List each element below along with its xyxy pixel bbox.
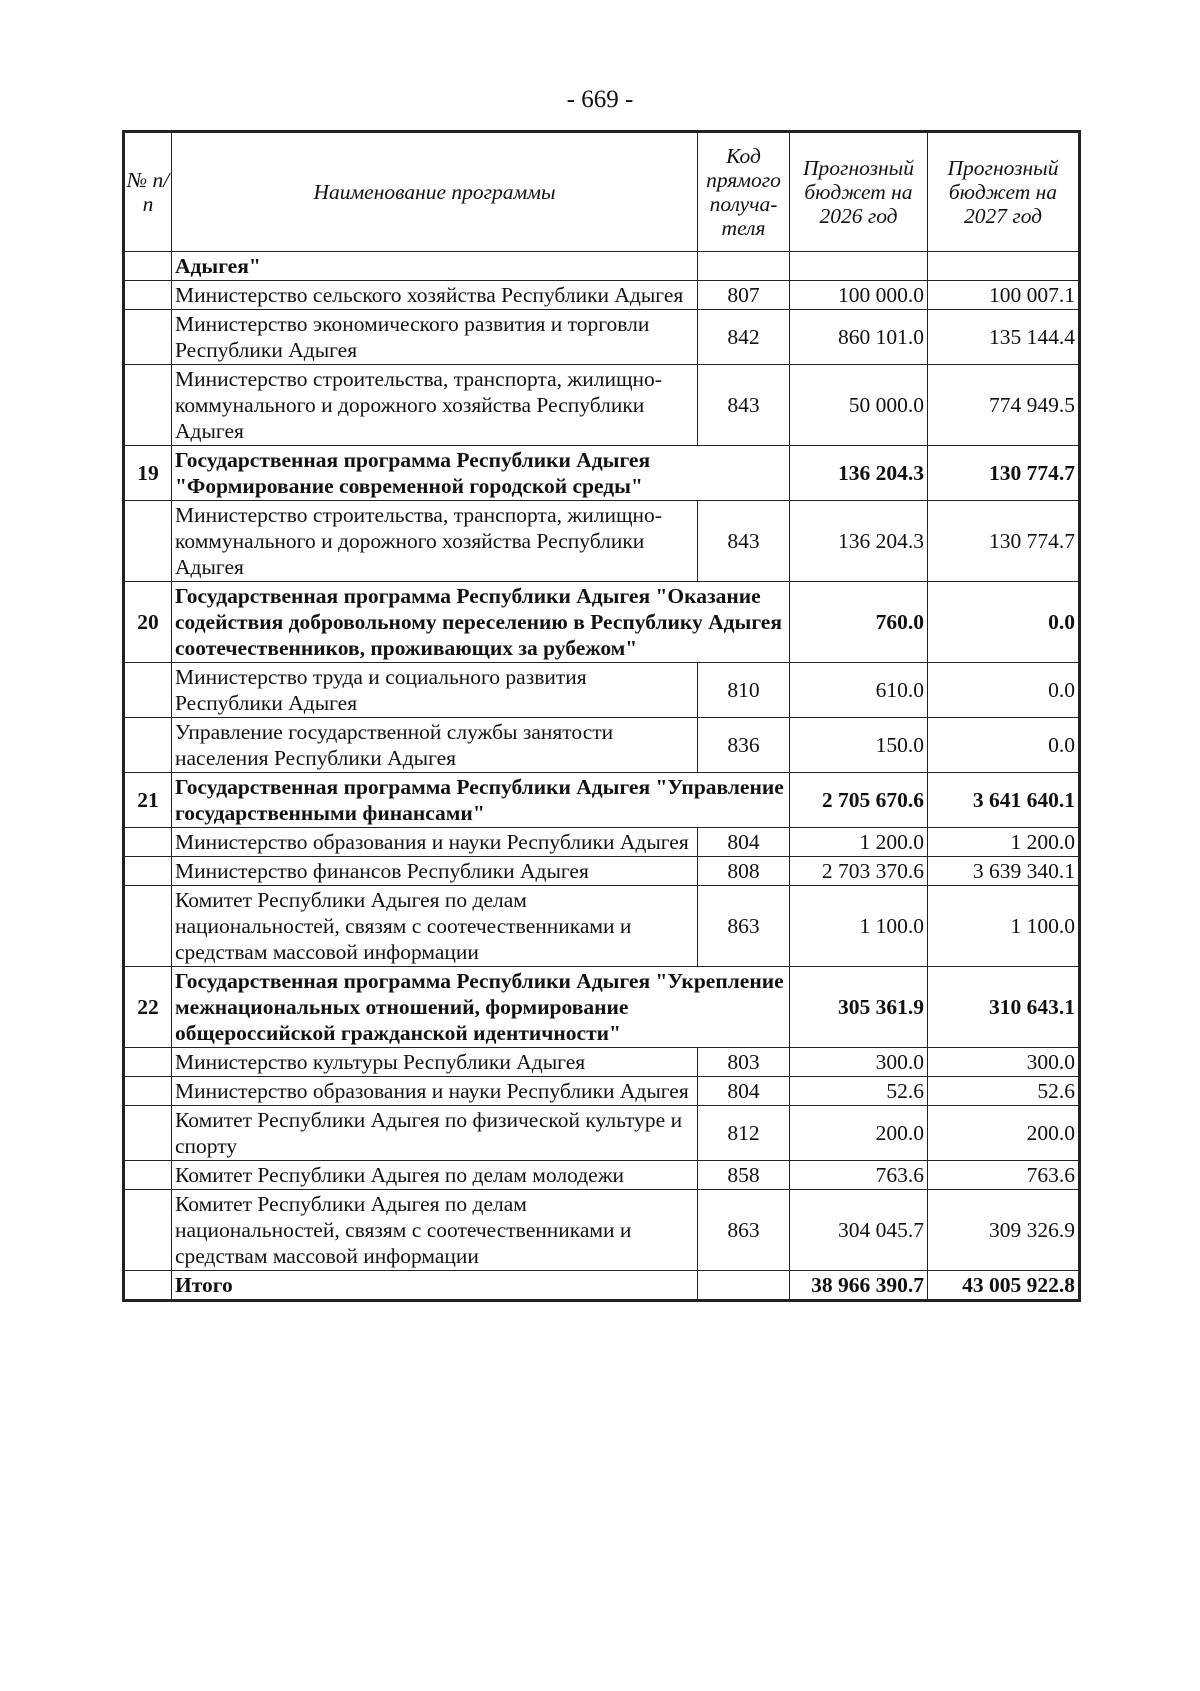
program-num: 22 (124, 967, 172, 1048)
table-row (124, 310, 1080, 365)
program-num: 20 (124, 582, 172, 663)
row-name: Министерство культуры Республики Адыгея (172, 1048, 698, 1077)
row-name: Комитет Республики Адыгея по делам молодежи (172, 1161, 698, 1190)
program-budget-2027: 130 774.7 (928, 446, 1080, 501)
row-budget-2027: 3 639 340.1 (928, 857, 1080, 886)
row-num (124, 1077, 172, 1106)
table-row (124, 663, 1080, 718)
total-budget-2027: 43 005 922.8 (928, 1271, 1080, 1301)
row-name: Комитет Республики Адыгея по делам национальностей, связям с соотечественниками и средствам массовой информации (172, 1190, 698, 1271)
table-row (124, 281, 1080, 310)
table-row (124, 365, 1080, 446)
table-row (124, 857, 1080, 886)
row-budget-2026: 1 200.0 (790, 828, 928, 857)
table-row (124, 886, 1080, 967)
table-row (124, 1106, 1080, 1161)
row-num (124, 310, 172, 365)
row-name-text: Адыгея" (175, 254, 261, 278)
program-num: 19 (124, 446, 172, 501)
total-num (124, 1271, 172, 1301)
table-row (124, 828, 1080, 857)
program-row (124, 967, 1080, 1048)
table-body (124, 252, 1080, 1301)
row-code: 836 (698, 718, 790, 773)
row-budget-2027: 309 326.9 (928, 1190, 1080, 1271)
row-budget-2027: 100 007.1 (928, 281, 1080, 310)
row-code (698, 252, 790, 281)
program-num: 21 (124, 773, 172, 828)
row-budget-2026: 200.0 (790, 1106, 928, 1161)
row-code: 858 (698, 1161, 790, 1190)
row-name: Управление государственной службы занятости населения Республики Адыгея (172, 718, 698, 773)
row-num (124, 252, 172, 281)
row-name: Министерство сельского хозяйства Республики Адыгея (172, 281, 698, 310)
row-code: 804 (698, 1077, 790, 1106)
row-budget-2026: 100 000.0 (790, 281, 928, 310)
row-budget-2026: 136 204.3 (790, 501, 928, 582)
program-row (124, 773, 1080, 828)
row-budget-2026: 610.0 (790, 663, 928, 718)
program-name: Государственная программа Республики Адыгея "Управление государственными финансами" (172, 773, 790, 828)
row-num (124, 857, 172, 886)
header-budget-2027: Прогнозный бюджет на 2027 год (928, 132, 1080, 252)
table-row (124, 718, 1080, 773)
row-num (124, 828, 172, 857)
row-budget-2026: 52.6 (790, 1077, 928, 1106)
program-budget-2027: 310 643.1 (928, 967, 1080, 1048)
total-code (698, 1271, 790, 1301)
row-code: 863 (698, 1190, 790, 1271)
row-code: 843 (698, 501, 790, 582)
row-budget-2027: 300.0 (928, 1048, 1080, 1077)
row-code: 812 (698, 1106, 790, 1161)
table-row (124, 252, 1080, 281)
program-name: Государственная программа Республики Адыгея "Укрепление межнациональных отношений, формирование общероссийской гражданской идентичности" (172, 967, 790, 1048)
row-num (124, 501, 172, 582)
row-name: Комитет Республики Адыгея по делам национальностей, связям с соотечественниками и средствам массовой информации (172, 886, 698, 967)
program-row (124, 582, 1080, 663)
table-row (124, 1077, 1080, 1106)
table-header-row (124, 132, 1080, 252)
row-num (124, 1190, 172, 1271)
table-row (124, 501, 1080, 582)
program-name: Государственная программа Республики Адыгея "Оказание содействия добровольному переселению в Республику Адыгея соотечественников, проживающих за рубежом" (172, 582, 790, 663)
program-budget-2027: 0.0 (928, 582, 1080, 663)
row-code: 843 (698, 365, 790, 446)
row-name: Министерство образования и науки Республики Адыгея (172, 828, 698, 857)
row-budget-2026: 2 703 370.6 (790, 857, 928, 886)
row-budget-2027: 130 774.7 (928, 501, 1080, 582)
row-budget-2026 (790, 252, 928, 281)
row-name: Комитет Республики Адыгея по физической культуре и спорту (172, 1106, 698, 1161)
row-code: 810 (698, 663, 790, 718)
row-num (124, 1106, 172, 1161)
row-num (124, 1161, 172, 1190)
budget-table (122, 130, 1081, 1302)
header-code: Код прямого получа-теля (698, 132, 790, 252)
row-code: 807 (698, 281, 790, 310)
program-name: Государственная программа Республики Адыгея "Формирование современной городской среды" (172, 446, 790, 501)
row-budget-2026: 300.0 (790, 1048, 928, 1077)
row-budget-2026: 150.0 (790, 718, 928, 773)
row-num (124, 281, 172, 310)
row-budget-2026: 304 045.7 (790, 1190, 928, 1271)
program-budget-2026: 136 204.3 (790, 446, 928, 501)
row-num (124, 663, 172, 718)
program-budget-2027: 3 641 640.1 (928, 773, 1080, 828)
total-budget-2026: 38 966 390.7 (790, 1271, 928, 1301)
program-budget-2026: 760.0 (790, 582, 928, 663)
row-name: Министерство строительства, транспорта, жилищно-коммунального и дорожного хозяйства Республики Адыгея (172, 501, 698, 582)
row-budget-2027: 200.0 (928, 1106, 1080, 1161)
row-budget-2027: 1 100.0 (928, 886, 1080, 967)
row-budget-2027: 52.6 (928, 1077, 1080, 1106)
row-budget-2027: 0.0 (928, 718, 1080, 773)
row-budget-2027: 135 144.4 (928, 310, 1080, 365)
row-budget-2026: 763.6 (790, 1161, 928, 1190)
row-budget-2026: 50 000.0 (790, 365, 928, 446)
row-name: Министерство труда и социального развития Республики Адыгея (172, 663, 698, 718)
row-code: 804 (698, 828, 790, 857)
program-budget-2026: 2 705 670.6 (790, 773, 928, 828)
table-row (124, 1190, 1080, 1271)
row-name (172, 252, 698, 281)
row-code: 808 (698, 857, 790, 886)
row-budget-2027: 1 200.0 (928, 828, 1080, 857)
row-code: 803 (698, 1048, 790, 1077)
table-row (124, 1048, 1080, 1077)
total-label: Итого (172, 1271, 698, 1301)
header-name: Наименование программы (172, 132, 698, 252)
row-num (124, 365, 172, 446)
header-num: № п/п (124, 132, 172, 252)
row-name: Министерство образования и науки Республики Адыгея (172, 1077, 698, 1106)
program-budget-2026: 305 361.9 (790, 967, 928, 1048)
total-row (124, 1271, 1080, 1301)
row-budget-2027: 763.6 (928, 1161, 1080, 1190)
row-num (124, 886, 172, 967)
program-row (124, 446, 1080, 501)
row-num (124, 718, 172, 773)
row-name: Министерство строительства, транспорта, жилищно-коммунального и дорожного хозяйства Республики Адыгея (172, 365, 698, 446)
row-code: 842 (698, 310, 790, 365)
row-name: Министерство финансов Республики Адыгея (172, 857, 698, 886)
row-num (124, 1048, 172, 1077)
row-budget-2026: 860 101.0 (790, 310, 928, 365)
page-number: - 669 - (566, 86, 634, 113)
row-name: Министерство экономического развития и торговли Республики Адыгея (172, 310, 698, 365)
row-budget-2026: 1 100.0 (790, 886, 928, 967)
header-budget-2026: Прогнозный бюджет на 2026 год (790, 132, 928, 252)
table-row (124, 1161, 1080, 1190)
row-budget-2027: 0.0 (928, 663, 1080, 718)
row-budget-2027: 774 949.5 (928, 365, 1080, 446)
row-code: 863 (698, 886, 790, 967)
row-budget-2027 (928, 252, 1080, 281)
